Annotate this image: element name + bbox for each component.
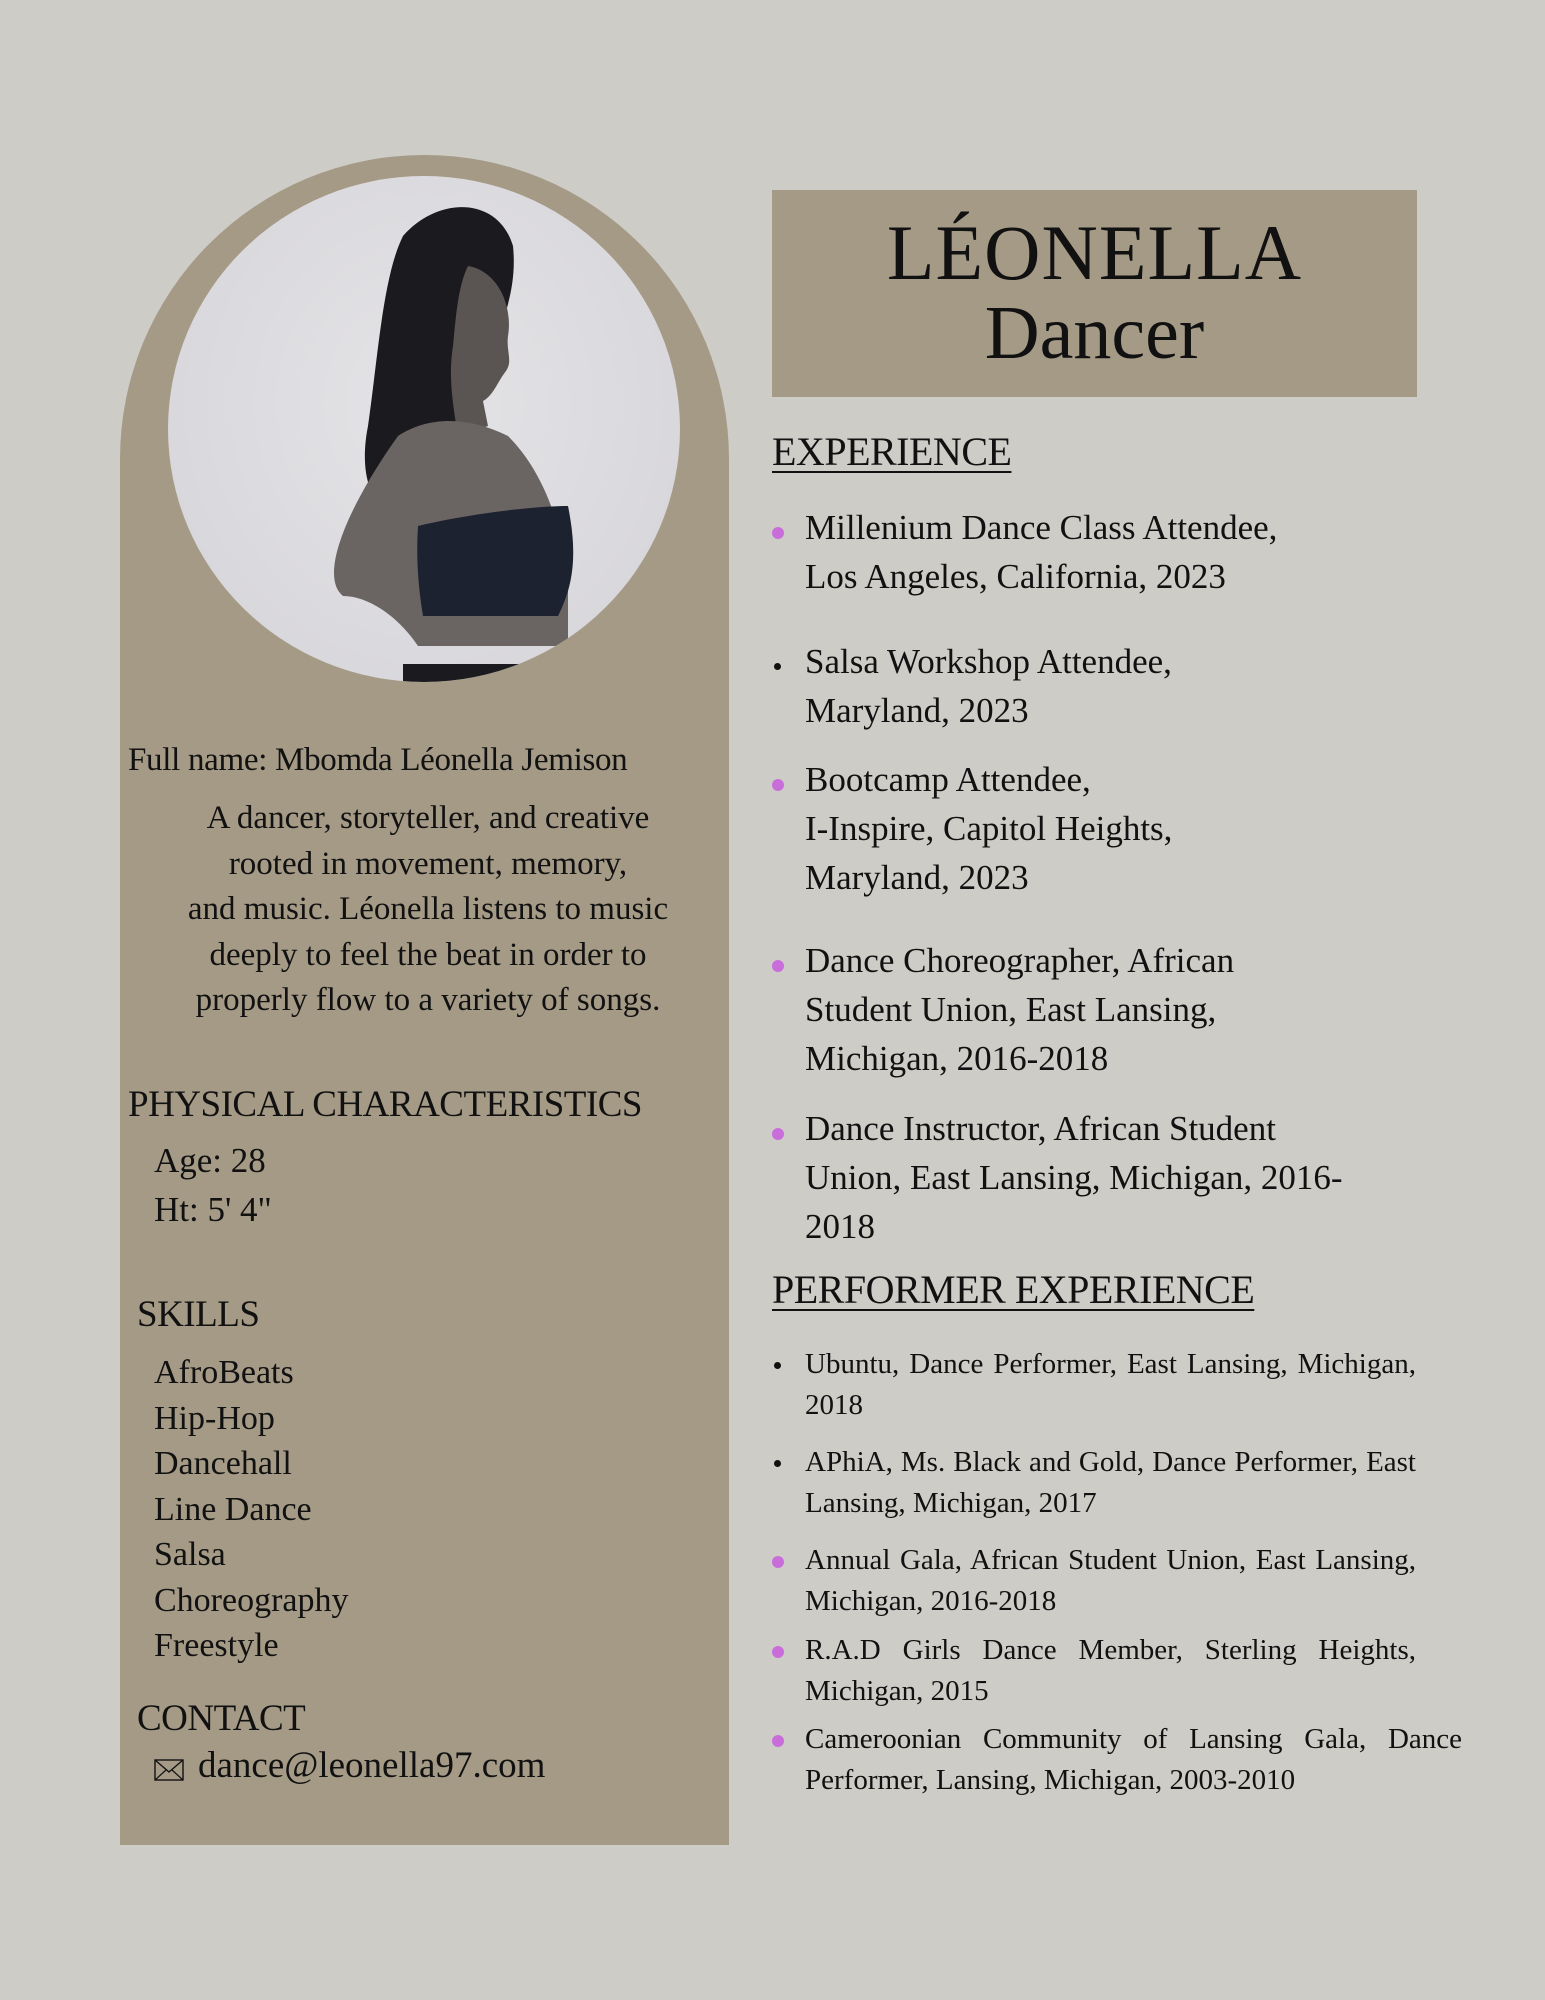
performer-item (772, 1540, 1416, 1622)
physical-heading: PHYSICAL CHARACTERISTICS (128, 1084, 642, 1125)
bullet-dot-icon (772, 527, 784, 539)
profile-photo (168, 176, 680, 682)
experience-item (772, 1104, 1472, 1251)
experience-line: Union, East Lansing, Michigan, 2016- (805, 1158, 1343, 1197)
contact-heading: CONTACT (137, 1698, 306, 1739)
page-title-name: LÉONELLA (886, 209, 1303, 296)
skill-item: Dancehall (154, 1445, 292, 1482)
performer-item (772, 1344, 1416, 1426)
envelope-icon (154, 1759, 184, 1781)
performer-item-text: Cameroonian Community of Lansing Gala, Dance Performer, Lansing, Michigan, 2003-2010 (805, 1723, 1462, 1796)
performer-item-text: R.A.D Girls Dance Member, Sterling Heights, Michigan, 2015 (805, 1634, 1416, 1707)
bullet-dot-icon (772, 1128, 784, 1140)
skill-item: Freestyle (154, 1627, 279, 1664)
experience-line: Michigan, 2016-2018 (805, 1039, 1109, 1078)
bio-line: and music. Léonella listens to music (187, 891, 669, 927)
bullet-dot-icon (772, 1556, 784, 1568)
height-value: Ht: 5' 4" (154, 1190, 272, 1229)
skill-item: AfroBeats (154, 1354, 294, 1391)
performer-item-text: APhiA, Ms. Black and Gold, Dance Performer, East Lansing, Michigan, 2017 (805, 1446, 1416, 1519)
skill-item: Salsa (154, 1536, 226, 1573)
skill-item: Hip-Hop (154, 1399, 275, 1437)
experience-line: Maryland, 2023 (805, 858, 1029, 897)
skills-heading: SKILLS (137, 1294, 260, 1335)
experience-item (772, 637, 1432, 735)
bullet-dot-icon (774, 663, 781, 670)
experience-line: 2018 (805, 1207, 875, 1246)
bullet-dot-icon (772, 960, 784, 972)
performer-item (772, 1630, 1416, 1712)
bio-line: A dancer, storyteller, and creative (206, 800, 650, 836)
experience-line: Millenium Dance Class Attendee, (805, 508, 1278, 547)
performer-item-text: Annual Gala, African Student Union, East Lansing, Michigan, 2016-2018 (805, 1544, 1416, 1617)
full-name: Full name: Mbomda Léonella Jemison (128, 742, 628, 778)
bullet-dot-icon (772, 779, 784, 791)
bullet-dot-icon (774, 1460, 781, 1467)
page-title-role: Dancer (984, 291, 1205, 375)
experience-line: Salsa Workshop Attendee, (805, 642, 1172, 681)
bio-line: deeply to feel the beat in order to (209, 936, 647, 973)
experience-item (772, 936, 1432, 1083)
experience-line: Maryland, 2023 (805, 691, 1029, 730)
contact-email-row[interactable] (154, 1744, 545, 1787)
skill-item: Choreography (154, 1581, 349, 1619)
dancer-portrait-illustration (168, 176, 680, 682)
skills-list (154, 1350, 349, 1669)
performer-item (772, 1719, 1462, 1801)
skill-item: Line Dance (154, 1490, 312, 1528)
age-value: Age: 28 (154, 1141, 266, 1180)
experience-line: Los Angeles, California, 2023 (805, 557, 1226, 596)
experience-line: Dance Choreographer, African (805, 941, 1235, 980)
performer-experience-heading: PERFORMER EXPERIENCE (772, 1267, 1255, 1312)
performer-item (772, 1442, 1416, 1524)
bullet-dot-icon (774, 1362, 781, 1369)
bullet-dot-icon (772, 1735, 784, 1747)
bio-line: properly flow to a variety of songs. (195, 982, 661, 1018)
bio (128, 796, 728, 1024)
experience-item (772, 755, 1432, 902)
bio-line: rooted in movement, memory, (228, 845, 628, 882)
experience-heading: EXPERIENCE (772, 429, 1012, 474)
experience-line: I-Inspire, Capitol Heights, (805, 809, 1173, 848)
contact-email-link[interactable]: dance@leonella97.com (198, 1745, 546, 1786)
bullet-dot-icon (772, 1646, 784, 1658)
performer-item-text: Ubuntu, Dance Performer, East Lansing, Michigan, 2018 (805, 1348, 1416, 1421)
experience-line: Bootcamp Attendee, (805, 760, 1091, 799)
experience-line: Student Union, East Lansing, (805, 990, 1217, 1029)
experience-line: Dance Instructor, African Student (805, 1109, 1276, 1148)
experience-item (772, 503, 1432, 601)
title-banner (772, 190, 1417, 397)
